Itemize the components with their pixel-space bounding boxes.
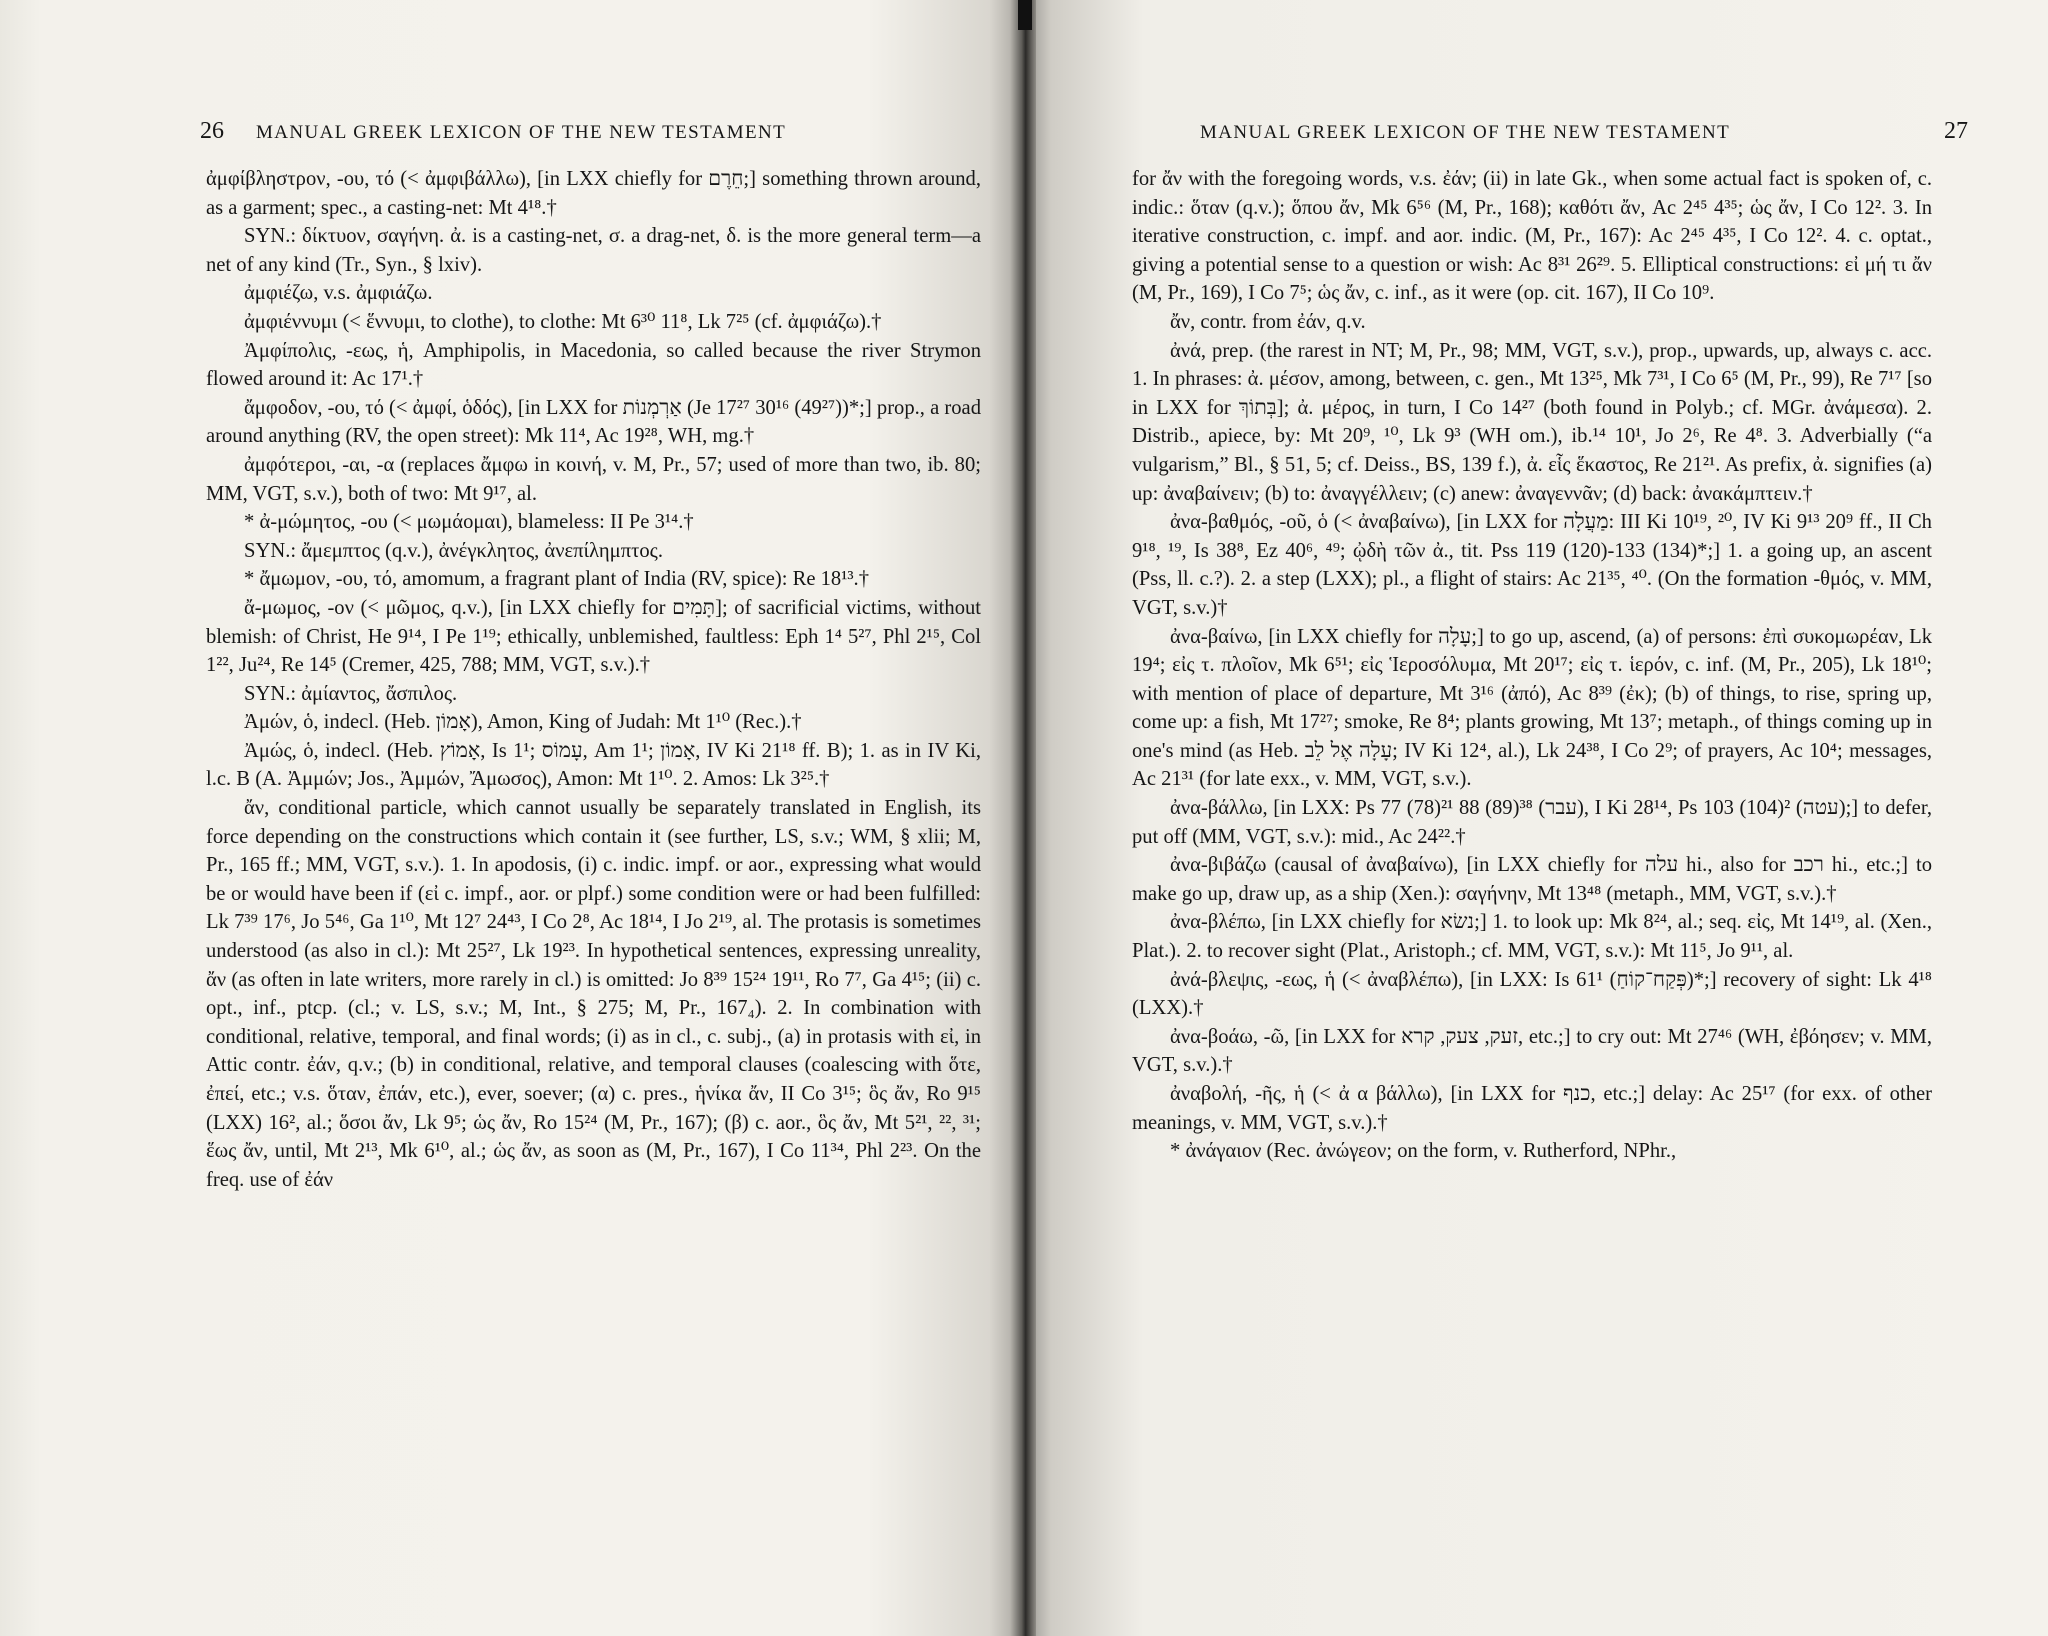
left-column xyxy=(206,165,981,1194)
lexicon-entry: ἀμφιέννυμι (< ἕννυμι, to clothe), to clothe: Mt 6³⁰ 11⁸, Lk 7²⁵ (cf. ἀμφιάζω).† xyxy=(244,310,882,333)
lexicon-entry: ἀναβολή, -ῆς, ἡ (< ἀ α βάλλω), [in LXX for כנף, etc.;] delay: Ac 25¹⁷ (for exx. of other meanings, v. MM, VGT, s.v.).† xyxy=(1132,1083,1932,1134)
lexicon-entry: for ἄν with the foregoing words, v.s. ἐάν; (ii) in late Gk., when some actual fact is spoken of, c. indic.: ὅταν (q.v.); ὅπου ἄν, Mk 6⁵⁶ (M, Pr., 168); καθότι ἄν, Ac 2⁴⁵ 4³⁵; ὡς ἄν, I Co 12². 3. In iterative construction, c. impf. and aor. indic. (M, Pr., 167): Ac 2⁴⁵ 4³⁵, I Co 12². 4. c. optat., giving a potential sense to a question or wish: Ac 8³¹ 26²⁹. 5. Elliptical constructions: εἰ μή τι ἄν (M, Pr., 169), I Co 7⁵; ὡς ἄν, c. inf., as it were (op. cit. 167), II Co 10⁹. xyxy=(1132,168,1932,305)
lexicon-entry: ἀνα-βάλλω, [in LXX: Ps 77 (78)²¹ 88 (89)³⁸ (עבר), I Ki 28¹⁴, Ps 103 (104)² (עטה);] to defer, put off (MM, VGT, s.v.): mid., Ac 24²².† xyxy=(1132,797,1932,848)
right-page xyxy=(1020,0,2048,1636)
lexicon-entry: Ἀμώς, ὁ, indecl. (Heb. אָמוֹץ, Is 1¹; עָמוֹס, Am 1¹; אָמוֹן, IV Ki 21¹⁸ ff. B); 1. as in IV Ki, l.c. B (A. Ἀμμών; Jos., Ἀμμών, Ἄμωσος), Amon: Mt 1¹⁰. 2. Amos: Lk 3²⁵.† xyxy=(206,739,981,791)
lexicon-entry: ἄν, contr. from ἐάν, q.v. xyxy=(1170,310,1366,333)
lexicon-entry: ἀνα-βοάω, -ῶ, [in LXX for זעק, צעק, קרא, etc.;] to cry out: Mt 27⁴⁶ (WH, ἐβόησεν; v. MM, VGT, s.v.).† xyxy=(1132,1025,1932,1077)
lexicon-entry: Ἀμφίπολις, -εως, ἡ, Amphipolis, in Macedonia, so called because the river Strymon flowed around it: Ac 17¹.† xyxy=(206,339,981,391)
lexicon-entry: SYN.: δίκτυον, σαγήνη. ἀ. is a casting-net, σ. a drag-net, δ. is the more general term—a net of any kind (Tr., Syn., § lxiv). xyxy=(206,225,981,276)
lexicon-entry: ἀνά-βλεψις, -εως, ἡ (< ἀναβλέπω), [in LXX: Is 61¹ (פְּקַח־קוֹחַ)*;] recovery of sight: Lk 4¹⁸ (LXX).† xyxy=(1132,968,1932,1020)
lexicon-entry: ἀνα-βιβάζω (causal of ἀναβαίνω), [in LXX chiefly for עלה hi., also for רכב hi., etc.;] to make go up, draw up, as a ship (Xen.): σαγήνην, Mt 13⁴⁸ (metaph., MM, VGT, s.v.).† xyxy=(1132,854,1932,905)
lexicon-entry: SYN.: ἄμεμπτος (q.v.), ἀνέγκλητος, ἀνεπίλημπτος. xyxy=(244,539,663,562)
lexicon-entry: ἀνά, prep. (the rarest in NT; M, Pr., 98; MM, VGT, s.v.), prop., upwards, up, always c. acc. 1. In phrases: ἀ. μέσον, among, between, c. gen., Mt 13²⁵, Mk 7³¹, I Co 6⁵ (M, Pr., 99), Re 7¹⁷ [so in LXX for בְּתוֹךְ]; ἀ. μέρος, in turn, I Co 14²⁷ (both found in Polyb.; cf. MGr. ἀνάμεσα). 2. Distrib., apiece, by: Mt 20⁹, ¹⁰, Lk 9³ (WH om.), ib.¹⁴ 10¹, Jo 2⁶, Re 4⁸. 3. Adverbially (“a vulgarism,” Bl., § 51, 5; cf. Deiss., BS, 139 f.), ἀ. εἷς ἕκαστος, Re 21²¹. As prefix, ἀ. signifies (a) up: ἀναβαίνειν; (b) to: ἀναγγέλλειν; (c) anew: ἀναγεννᾶν; (d) back: ἀνακάμπτειν.† xyxy=(1132,339,1932,505)
lexicon-entry: ἀνα-βλέπω, [in LXX chiefly for נשׂא;] 1. to look up: Mk 8²⁴, al.; seq. εἰς, Mt 14¹⁹, al. (Xen., Plat.). 2. to recover sight (Plat., Aristoph.; cf. MM, VGT, s.v.): Mt 11⁵, Jo 9¹¹, al. xyxy=(1132,911,1932,963)
lexicon-entry: SYN.: ἀμίαντος, ἄσπιλος. xyxy=(244,682,458,705)
left-page xyxy=(0,0,1020,1636)
lexicon-entry: ἄ-μωμος, -ον (< μῶμος, q.v.), [in LXX chiefly for תָּמִים]; of sacrificial victims, without blemish: of Christ, He 9¹⁴, I Pe 1¹⁹; ethically, unblemished, faultless: Eph 1⁴ 5²⁷, Phl 2¹⁵, Col 1²², Ju²⁴, Re 14⁵ (Cremer, 425, 788; MM, VGT, s.v.).† xyxy=(206,596,982,677)
page-number: 26 xyxy=(200,118,224,144)
lexicon-entry: ἀνα-βαθμός, -οῦ, ὁ (< ἀναβαίνω), [in LXX for מַעֲלָה: III Ki 10¹⁹, ²⁰, IV Ki 9¹³ 20⁹ ff., II Ch 9¹⁸, ¹⁹, Is 38⁸, Ez 40⁶, ⁴⁹; ᾠδὴ τῶν ἀ., tit. Pss 119 (120)-133 (134)*;] 1. a going up, an ascent (Pss, ll. c.?). 2. a step (LXX); pl., a flight of stairs: Ac 21³⁵, ⁴⁰. (On the formation -θμός, v. MM, VGT, s.v.)† xyxy=(1132,511,1932,619)
lexicon-entry: ἀνα-βαίνω, [in LXX chiefly for עָלָה;] to go up, ascend, (a) of persons: ἐπὶ συκομωρέαν, Lk 19⁴; εἰς τ. πλοῖον, Mk 6⁵¹; εἰς Ἱεροσόλυμα, Mt 20¹⁷; εἰς τ. ἱερόν, c. inf. (M, Pr., 205), Lk 18¹⁰; with mention of place of departure, Mt 3¹⁶ (ἀπό), Ac 8³⁹ (ἐκ); (b) of things, to rise, spring up, come up: a fish, Mt 17²⁷; smoke, Re 8⁴; plants growing, Mt 13⁷; metaph., of things coming up in one's mind (as Heb. עָלָה אֶל לֵב; IV Ki 12⁴, al.), Lk 24³⁸, I Co 2⁹; of prayers, Ac 10⁴; messages, Ac 21³¹ (for late exx., v. MM, VGT, s.v.). xyxy=(1132,625,1933,791)
lexicon-entry: ἄμφοδον, -ου, τό (< ἀμφί, ὁδός), [in LXX for אַרְמְנוֹת (Je 17²⁷ 30¹⁶ (49²⁷))*;] prop., a road around anything (RV, the open street): Mk 11⁴, Ac 19²⁸, WH, mg.† xyxy=(206,396,981,448)
lexicon-entry: * ἀ-μώμητος, -ου (< μωμάομαι), blameless: II Pe 3¹⁴.† xyxy=(244,511,694,534)
lexicon-entry: ἄν, conditional particle, which cannot usually be separately translated in English, its force depending on the constructions which contain it (see further, LS, s.v.; WM, § xlii; M, Pr., 165 ff.; MM, VGT, s.v.). 1. In apodosis, (i) c. indic. impf. or aor., expressing what would be or would have been if (εἰ c. impf., aor. or plpf.) some condition were or had been fulfilled: Lk 7³⁹ 17⁶, Jo 5⁴⁶, Ga 1¹⁰, Mt 12⁷ 24⁴³, I Co 2⁸, Ac 18¹⁴, I Jo 2¹⁹, al. The protasis is sometimes understood (as also in cl.): Mt 25²⁷, Lk 19²³. In hypothetical sentences, expressing unreality, ἄν (as often in late writers, more rarely in cl.) is omitted: Jo 8³⁹ 15²⁴ 19¹¹, Ro 7⁷, Ga 4¹⁵; (ii) c. opt., inf., ptcp. (cl.; v. LS, s.v.; M, Int., § 275; M, Pr., 167₄). 2. In combination with conditional, relative, temporal, and final words; (i) as in cl., c. subj., (a) in protasis with εἰ, in Attic contr. ἐάν, q.v.; (b) in conditional, relative, and temporal clauses (coalescing with ὅτε, ἐπεί, etc.; v.s. ὅταν, ἐπάν, etc.), ever, soever; (α) c. pres., ἡνίκα ἄν, II Co 3¹⁵; ὃς ἄν, Ro 9¹⁵ (LXX) 16², al.; ὅσοι ἄν, Lk 9⁵; ὡς ἄν, Ro 15²⁴ (M, Pr., 167); (β) c. aor., ὃς ἄν, Mt 5²¹, ²², ³¹; ἕως ἄν, until, Mt 2¹³, Mk 6¹⁰, al.; ὡς ἄν, as soon as (M, Pr., 167), I Co 11³⁴, Phl 2²³. On the freq. use of ἐάν xyxy=(206,797,981,1191)
lexicon-entry: ἀμφότεροι, -αι, -α (replaces ἄμφω in κοινή, v. M, Pr., 57; used of more than two, ib. 80; MM, VGT, s.v.), both of two: Mt 9¹⁷, al. xyxy=(206,453,981,505)
running-title: MANUAL GREEK LEXICON OF THE NEW TESTAMENT xyxy=(1200,122,1731,143)
lexicon-entry: * ἀνάγαιον (Rec. ἀνώγεον; on the form, v. Rutherford, NPhr., xyxy=(1170,1140,1677,1163)
right-column xyxy=(1132,165,1932,1166)
lexicon-entry: * ἄμωμον, -ου, τό, amomum, a fragrant plant of India (RV, spice): Re 18¹³.† xyxy=(244,568,869,591)
lexicon-entry: ἀμφιέζω, v.s. ἀμφιάζω. xyxy=(244,282,433,305)
page-number: 27 xyxy=(1944,118,1968,144)
running-title: MANUAL GREEK LEXICON OF THE NEW TESTAMENT xyxy=(256,122,787,143)
left-page-header xyxy=(200,118,930,145)
lexicon-entry: Ἀμών, ὁ, indecl. (Heb. אָמוֹן), Amon, King of Judah: Mt 1¹⁰ (Rec.).† xyxy=(244,711,802,734)
lexicon-entry: ἀμφίβληστρον, -ου, τό (< ἀμφιβάλλω), [in LXX chiefly for חֵרֶם;] something thrown around, as a garment; spec., a casting-net: Mt 4¹⁸.† xyxy=(206,168,981,219)
spine-shadow xyxy=(1018,0,1032,30)
right-page-header xyxy=(1200,118,1968,145)
book-gutter xyxy=(1010,0,1036,1636)
